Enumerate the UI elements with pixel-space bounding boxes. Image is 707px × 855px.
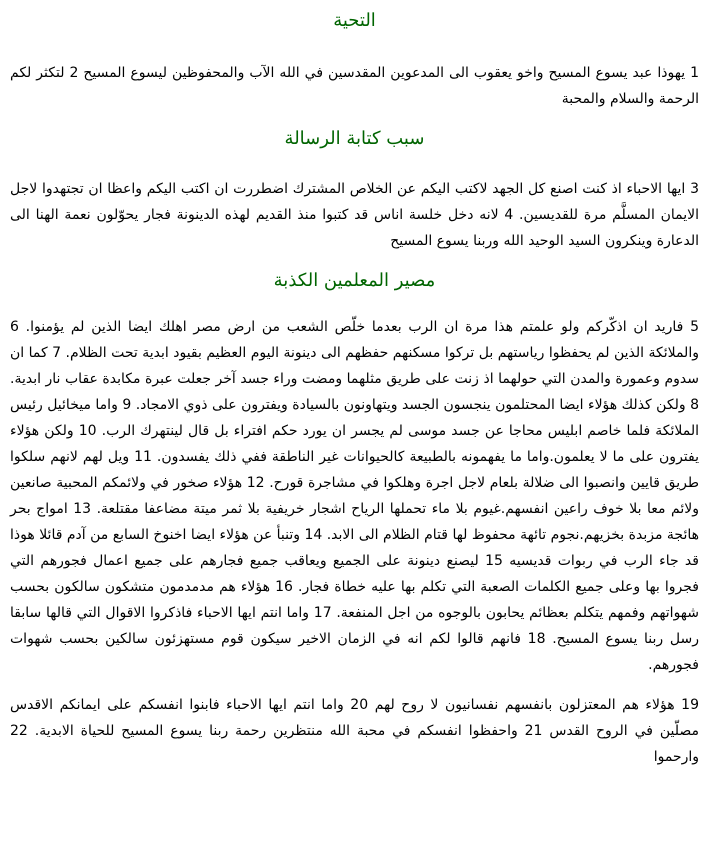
document-page xyxy=(0,8,707,770)
verse-paragraph: 3 ايها الاحباء اذ كنت اصنع كل الجهد لاكتب اليكم عن الخلاص المشترك اضطررت ان اكتب اليكم واعظا ان تجتهدوا لاجل الايمان المسلَّم مرة للقديسين. 4 لانه دخل خلسة اناس قد كتبوا منذ القديم لهذه الدينونة فجار يحوّلون نعمة الهنا الى الدعارة وينكرون السيد الوحيد الله وربنا يسوع المسيح xyxy=(10,181,699,249)
section-reason-for-writing xyxy=(10,126,699,254)
verse-paragraph: 5 فاريد ان اذكّركم ولو علمتم هذا مرة ان الرب بعدما خلّص الشعب من ارض مصر اهلك ايضا الذين لم يؤمنوا. 6 والملائكة الذين لم يحفظوا رياستهم بل تركوا مسكنهم حفظهم الى دينونة اليوم العظيم بقيود ابدية تحت الظلام. 7 كما ان سدوم وعمورة والمدن التي حولهما اذ زنت على طريق مثلهما ومضت وراء جسد آخر جعلت عبرة مكابدة عقاب نار ابدية. 8 ولكن كذلك هؤلاء ايضا المحتلمون ينجسون الجسد ويتهاونون بالسيادة ويفترون على ذوي الامجاد. 9 واما ميخائيل رئيس الملائكة فلما خاصم ابليس محاجا عن جسد موسى لم يجسر ان يورد حكم افتراء بل قال لينتهرك الرب. 10 ولكن هؤلاء يفترون على ما لا يعلمون.واما ما يفهمونه بالطبيعة كالحيوانات غير الناطقة ففي ذلك يفسدون. 11 ويل لهم لانهم سلكوا طريق قايين وانصبوا الى ضلالة بلعام لاجل اجرة وهلكوا في مشاجرة قورح. 12 هؤلاء صخور في ولائمكم المحبية صانعين ولائم معا بلا خوف راعين انفسهم.غيوم بلا ماء تحملها الرياح اشجار خريفية بلا ثمر ميتة مضاعفا مقتلعة. 13 امواج بحر هائجة مزبدة بخزيهم.نجوم تائهة محفوظ لها قتام الظلام الى الابد. 14 وتنبأ عن هؤلاء ايضا اخنوخ السابع من آدم قائلا هوذا قد جاء الرب في ربوات قديسيه 15 ليصنع دينونة على الجميع ويعاقب جميع فجارهم على جميع اعمال فجورهم التي فجروا بها وعلى جميع الكلمات الصعبة التي تكلم بها عليه خطاة فجار. 16 هؤلاء هم مدمدمون متشكون سالكون بحسب شهواتهم وفمهم يتكلم بعظائم يحابون بالوجوه من اجل المنفعة. 17 واما انتم ايها الاحباء فاذكروا الاقوال التي قالها سابقا رسل ربنا يسوع المسيح. 18 فانهم قالوا لكم انه في الزمان الاخير سيكون قوم مستهزئون سالكين بحسب شهوات فجورهم. xyxy=(10,319,700,673)
section-false-teachers xyxy=(10,268,699,770)
section-heading-reason-for-writing: سبب كتابة الرسالة xyxy=(284,128,425,149)
section-greeting xyxy=(10,8,699,112)
verse-paragraph: 1 يهوذا عبد يسوع المسيح واخو يعقوب الى المدعوين المقدسين في الله الآب والمحفوظين ليسوع المسيح 2 لتكثر لكم الرحمة والسلام والمحبة xyxy=(10,65,699,107)
section-heading-greeting: التحية xyxy=(333,10,376,31)
section-heading-false-teachers: مصير المعلمين الكذبة xyxy=(273,270,436,291)
verse-paragraph: 19 هؤلاء هم المعتزلون بانفسهم نفسانيون لا روح لهم 20 واما انتم ايها الاحباء فابنوا انفسكم على ايمانكم الاقدس مصلّين في الروح القدس 21 واحفظوا انفسكم في محبة الله منتظرين رحمة ربنا يسوع المسيح للحياة الابدية. 22 وارحموا xyxy=(10,697,700,765)
